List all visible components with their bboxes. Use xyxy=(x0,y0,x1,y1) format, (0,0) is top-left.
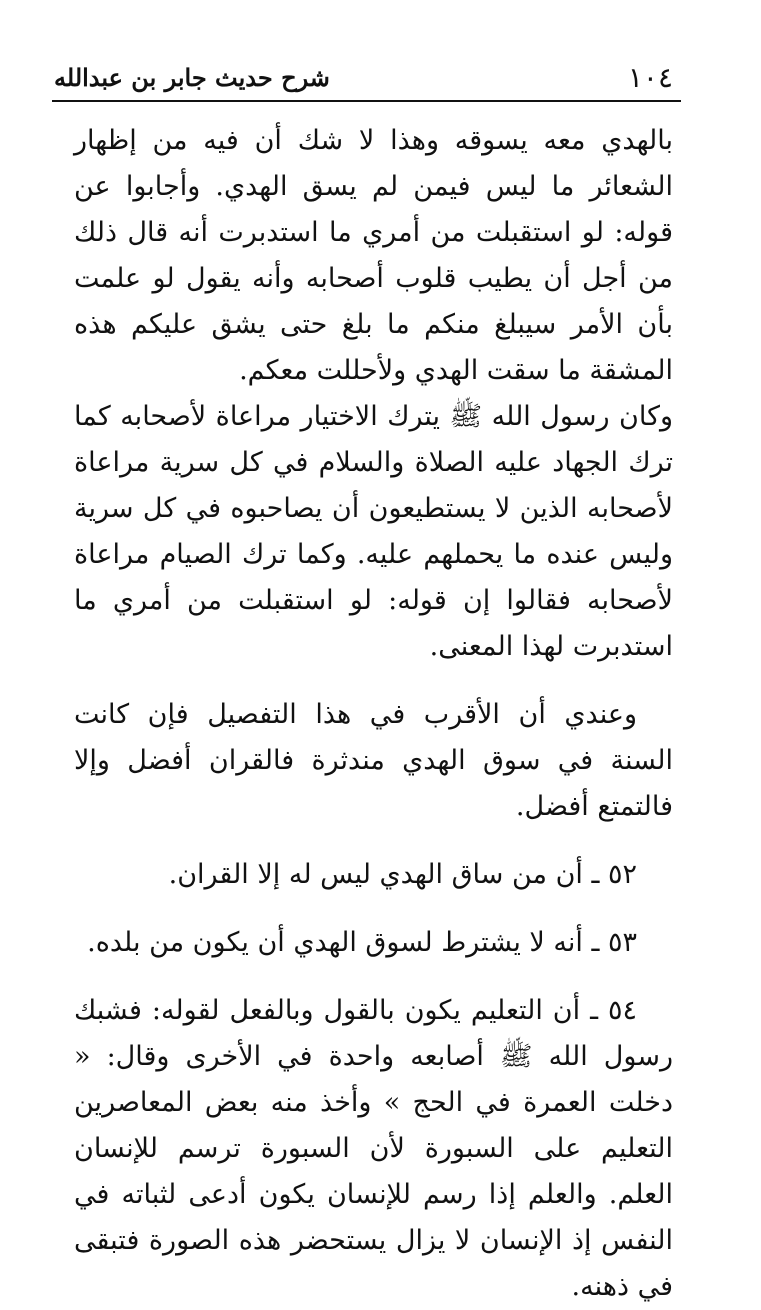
page-header xyxy=(52,56,681,102)
paragraph-2: وكان رسول الله ﷺ يترك الاختيار مراعاة لأصحابه كما ترك الجهاد عليه الصلاة والسلام في كل سرية مراعاة لأصحابه الذين لا يستطيعون أن يصاحبوه في كل سرية وليس عنده ما يحملهم عليه. وكما ترك الصيام مراعاة لأصحابه فقالوا إن قوله: لو استقبلت من أمري ما استدبرت لهذا المعنى. xyxy=(74,401,673,662)
page-number: ١٠٤ xyxy=(627,61,673,94)
numbered-item-52: ٥٢ ـ أن من ساق الهدي ليس له إلا القران. xyxy=(168,859,637,890)
paragraph-1: بالهدي معه يسوقه وهذا لا شك أن فيه من إظهار الشعائر ما ليس فيمن لم يسق الهدي. وأجابوا عن قوله: لو استقبلت من أمري ما استدبرت أنه قال ذلك من أجل أن يطيب قلوب أصحابه وأنه يقول لو علمت بأن الأمر سيبلغ منكم ما بلغ حتى يشق عليكم هذه المشقة ما سقت الهدي ولأحللت معكم. xyxy=(74,125,673,386)
running-title: شرح حديث جابر بن عبدالله xyxy=(54,63,330,92)
numbered-item-54: ٥٤ ـ أن التعليم يكون بالقول وبالفعل لقوله: فشبك رسول الله ﷺ أصابعه واحدة في الأخرى وقال: « دخلت العمرة في الحج » وأخذ منه بعض المعاصرين التعليم على السبورة لأن السبورة ترسم للإنسان العلم. والعلم إذا رسم للإنسان يكون أدعى لثباته في النفس إذ الإنسان لا يزال يستحضر هذه الصورة فتبقى في ذهنه. xyxy=(74,995,673,1302)
numbered-item-53: ٥٣ ـ أنه لا يشترط لسوق الهدي أن يكون من بلده. xyxy=(87,927,637,958)
paragraph-3: وعندي أن الأقرب في هذا التفصيل فإن كانت السنة في سوق الهدي مندثرة فالقران أفضل وإلا فالتمتع أفضل. xyxy=(74,699,673,822)
page-body xyxy=(74,118,673,1310)
